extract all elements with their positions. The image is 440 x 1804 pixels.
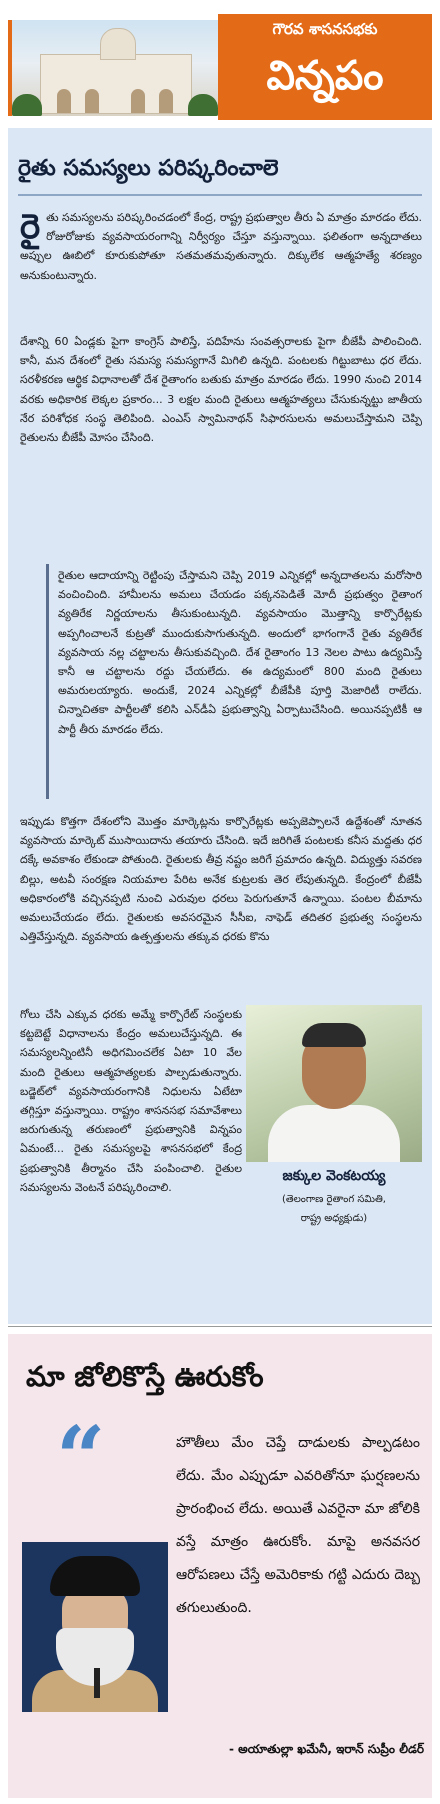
author-name: జక్కుల వెంకటయ్య [282,1168,386,1184]
main-article [8,128,432,1324]
article-paragraph: ఇప్పుడు కొత్తగా దేశంలోని మొత్తం మార్కెట్లను కార్పొరేట్లకు అప్పజెప్పాలనే ఉద్దేశంతో నూతన వ్యవసాయ మార్కెట్‌ ముసాయిదాను తయారు చేసింది. ఇదే జరిగితే పంటలకు కనీస మద్దతు ధర దక్కే అవకాశం లేకుండా పోతుంది. రైతులకు తీవ్ర నష్టం జరిగే ప్రమాదం ఉన్నది. విద్యుత్తు సవరణ బిల్లు, అటవీ సంరక్షణ నియమాల పేరిట అనేక కుట్రలకు తెర లేపుతున్నది. కేంద్రంలో బీజేపీ అధికారంలోకి వచ్చినప్పటి నుంచి ఎరువుల ధరలు పెరుగుతూనే ఉన్నాయి. పంటల బీమాను అమలుచేయడం లేదు. రైతులకు అవసరమైన సీసీఐ, నాఫెడ్‌ తదితర ప్రభుత్వ సంస్థలను ఎత్తివేస్తున్నది. వ్యవసాయ ఉత్పత్తులను తక్కువ ధరకు కొను [20,815,422,944]
banner-top-label: గౌరవ శాసనసభకు [272,20,378,38]
pull-paragraph-bar [46,564,49,799]
quote-mark-icon: “ [56,1408,106,1509]
paragraph-text: తు సమస్యలను పరిష్కరించడంలో కేంద్ర, రాష్ట్ర ప్రభుత్వాల తీరు ఏ మాత్రం మారడం లేదు. రోజురోజుకు వ్యవసాయరంగాన్ని నిర్వీర్యం చేస్తూ వస్తున్నాయి. ఫలితంగా అన్నదాతలు అప్పుల ఊబిలో కూరుకుపోతూ సతమతమవుతున్నారు. దిక్కులేక ఆత్మహత్యే శరణ్యం అనుకుంటున్నారు. [20,211,422,282]
quote-attribution: - అయాతుల్లా ఖమేనీ, ఇరాన్‌ సుప్రీం లీడర్‌ [228,1742,424,1756]
tree [188,94,218,116]
banner-title-box [218,14,432,120]
author-role: రాష్ట్ర అధ్యక్షుడు) [300,1213,368,1224]
building-dome [100,28,136,60]
article-paragraph: రైతుల ఆదాయాన్ని రెట్టింపు చేస్తామని చెప్పి 2019 ఎన్నికల్లో అన్నదాతలను మరోసారి వంచించింది. హామీలను అమలు చేయడం పక్కనపెడితే మోదీ ప్రభుత్వం రైతాంగ వ్యతిరేక నిర్ణయాలను తీసుకుంటున్నది. వ్యవసాయం మొత్తాన్ని కార్పొరేట్లకు అప్పగించాలనే కుట్రతో ముందుకుసాగుతున్నది. అందులో భాగంగానే రైతు వ్యతిరేక వ్యవసాయ నల్ల చట్టాలను తీసుకువచ్చింది. దేశ రైతాంగం 13 నెలల పాటు ఉద్యమిస్తే కానీ ఆ చట్టాలను రద్దు చేయలేదు. ఈ ఉద్యమంలో 800 మంది రైతులు అమరులయ్యారు. అందుకే, 2024 ఎన్నికల్లో బీజేపీకి పూర్తి మెజారిటీ రాలేదు. చిన్నాచితకా పార్టీలతో కలిసి ఎన్‌డీఏ ప్రభుత్వాన్ని ఏర్పాటుచేసింది. అయినప్పటికీ ఆ పార్టీ తీరు మారడం లేదు. [58,569,422,736]
article-headline: రైతు సమస్యలు పరిష్కరించాలె [18,156,279,181]
microphone-icon [94,1668,100,1698]
building-arch [131,89,145,113]
article-paragraph [20,208,422,285]
quote-section [8,1334,432,1798]
speaker-photo [22,1542,168,1712]
building-arch [57,89,71,113]
article-paragraph: దేశాన్ని 60 ఏండ్లకు పైగా కాంగ్రెస్‌ పాలిస్తే, పదిహేను సంవత్సరాలకు పైగా బీజేపీ పాలించింది. కానీ, మన దేశంలో రైతు సమస్య సమస్యగానే మిగిలి ఉన్నది. పంటలకు గిట్టుబాటు ధర లేదు. సరళీకరణ ఆర్థిక విధానాలతో దేశ రైతాంగం బతుకు మాత్రం మారడం లేదు. 1990 నుంచి 2014 వరకు అధికారిక లెక్కల ప్రకారం... 3 లక్షల మంది రైతులు ఆత్మహత్యలు చేసుకున్నట్టు జాతీయ నేర పరిశోధక సంస్థ తెలిపింది. ఎంఎస్‌ స్వామినాథన్‌ సిఫారసులను అమలుచేస్తామని చెప్పి రైతులను బీజేపీ మోసం చేసింది. [20,335,422,445]
author-role: (తెలంగాణ రైతాంగ సమితి, [282,1194,386,1205]
author-photo [246,1005,422,1162]
banner-title: విన్నపం [266,53,384,99]
drop-cap: రై [20,207,41,247]
headline-rule [18,194,422,196]
author-shirt [268,1105,400,1162]
tree [12,94,42,116]
building-body [40,54,192,114]
section-banner [8,6,432,124]
building-arch [159,89,173,113]
speaker-turban [50,1556,140,1596]
article-paragraph: గోలు చేసి ఎక్కువ ధరకు అమ్మే కార్పొరేట్‌ సంస్థలకు కట్టబెట్టే విధానాలను కేంద్రం అమలుచేస్తున్నది. ఈ సమస్యలన్నింటినీ అధిగమించలేక ఏటా 10 వేల మంది రైతులు ఆత్మహత్యలకు పాల్పడుతున్నారు. బడ్జెట్‌లో వ్యవసాయరంగానికి నిధులను ఏటేటా తగ్గిస్తూ వస్తున్నాయి. రాష్ట్రం శాసనసభ సమావేశాలు జరుగుతున్న తరుణంలో ప్రభుత్వానికి విన్నపం ఏమంటే... రైతు సమస్యలపై శాసనసభలో కేంద్ర ప్రభుత్వానికి తీర్మానం చేసి పంపించాలి. రైతుల సమస్యలను వెంటనే పరిష్కరించాలి. [20,1008,242,1194]
assembly-building-photo [8,20,222,116]
section-divider [8,1326,432,1327]
quote-body: హౌతీలు మేం చెప్తే దాడులకు పాల్పడటం లేదు. మేం ఎప్పుడూ ఎవరితోనూ ఘర్షణలను ప్రారంభించ లేదు. అయితే ఎవరైనా మా జోలికి వస్తే మాత్రం ఊరుకోం. మాపై అనవసర ఆరోపణలు చేస్తే అమెరికాకు గట్టి ఎదురు దెబ్బ తగులుతుంది. [176,1435,420,1616]
quote-headline: మా జోలికొస్తే ఊరుకోం [26,1360,264,1393]
author-hair [302,1023,366,1047]
building-arch [85,89,99,113]
